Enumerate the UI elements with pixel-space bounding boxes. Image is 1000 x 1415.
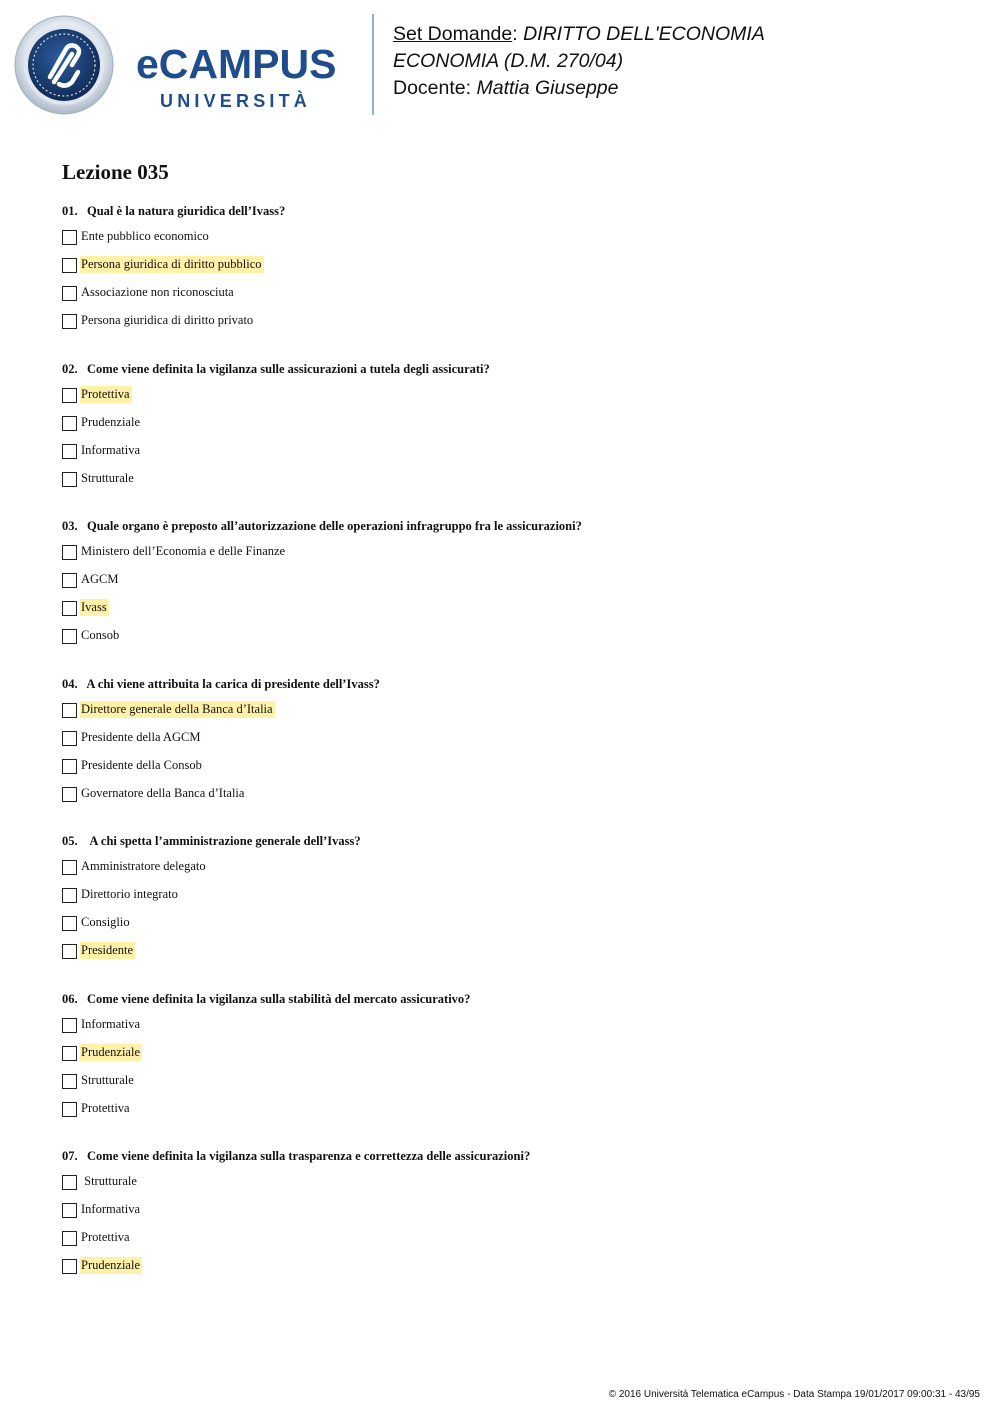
answer-text: Informativa	[81, 442, 141, 457]
answer-text: Ministero dell’Economia e delle Finanze	[81, 544, 286, 558]
question-text: Come viene definita la vigilanza sulla trasparenza e correttezza delle assicurazioni?	[87, 1149, 531, 1163]
question-block	[62, 832, 962, 970]
answer-text: Strutturale	[81, 1072, 134, 1087]
question-text: A chi spetta l’amministrazione generale dell’Ivass?	[87, 834, 361, 848]
answer-text: Protettiva	[81, 1100, 130, 1115]
answer-option[interactable]	[62, 1257, 962, 1285]
document-header	[0, 0, 1000, 130]
answer-text: Informativa	[81, 1016, 141, 1031]
checkbox[interactable]	[62, 601, 77, 616]
answer-option[interactable]	[62, 284, 962, 312]
checkbox[interactable]	[62, 860, 77, 875]
teacher-line	[393, 75, 983, 102]
answer-text: Presidente della AGCM	[81, 729, 201, 744]
answer-option[interactable]	[62, 414, 962, 442]
checkbox[interactable]	[62, 944, 77, 959]
checkbox[interactable]	[62, 416, 77, 431]
question-title	[62, 1147, 962, 1165]
ecampus-logo	[14, 14, 359, 118]
answer-option[interactable]	[62, 1016, 962, 1044]
answer-option[interactable]	[62, 1072, 962, 1100]
answer-text: AGCM	[81, 572, 119, 586]
answer-text: Strutturale	[81, 470, 134, 485]
answer-option[interactable]	[62, 571, 962, 599]
checkbox[interactable]	[62, 703, 77, 718]
question-title	[62, 832, 962, 850]
header-divider	[372, 14, 374, 115]
course-line-1: Set Domande: DIRITTO DELL'ECONOMIA	[393, 23, 765, 45]
answer-text: Consiglio	[81, 915, 130, 929]
answer-text-highlighted: Persona giuridica di diritto pubblico	[81, 257, 262, 271]
question-number: 05.	[62, 834, 78, 848]
answer-option[interactable]	[62, 1229, 962, 1257]
answer-text: Informativa	[81, 1202, 141, 1216]
answer-text: Persona giuridica di diritto privato	[81, 313, 254, 327]
answer-text-highlighted: Prudenziale	[81, 1044, 141, 1059]
answer-text-highlighted: Prudenziale	[81, 1258, 141, 1272]
checkbox[interactable]	[62, 1259, 77, 1274]
answer-option[interactable]	[62, 256, 962, 284]
checkbox[interactable]	[62, 759, 77, 774]
question-number: 02.	[62, 361, 78, 376]
question-text: A chi viene attribuita la carica di presidente dell’Ivass?	[86, 676, 380, 691]
checkbox[interactable]	[62, 1046, 77, 1061]
teacher-label: Docente:	[393, 77, 472, 99]
checkbox[interactable]	[62, 629, 77, 644]
answer-text: Protettiva	[81, 1230, 130, 1244]
checkbox[interactable]	[62, 731, 77, 746]
checkbox[interactable]	[62, 1018, 77, 1033]
answer-option[interactable]	[62, 442, 962, 470]
checkbox[interactable]	[62, 1175, 77, 1190]
question-number: 03.	[62, 519, 78, 533]
question-block	[62, 990, 962, 1128]
answer-option[interactable]	[62, 858, 962, 886]
set-label: Set Domande	[393, 23, 513, 45]
answer-text: Governatore della Banca d’Italia	[81, 785, 245, 800]
question-block	[62, 517, 962, 655]
checkbox[interactable]	[62, 888, 77, 903]
question-number: 01.	[62, 204, 78, 218]
answer-text: Amministratore delegato	[81, 859, 206, 873]
answer-option[interactable]	[62, 1201, 962, 1229]
question-title	[62, 517, 962, 535]
answer-option[interactable]	[62, 599, 962, 627]
answer-text: Consob	[81, 628, 120, 642]
checkbox[interactable]	[62, 787, 77, 802]
answer-text: Prudenziale	[81, 414, 141, 429]
answer-text-highlighted: Presidente	[81, 943, 134, 957]
answer-option[interactable]	[62, 312, 962, 340]
checkbox[interactable]	[62, 1102, 77, 1117]
checkbox[interactable]	[62, 1203, 77, 1218]
question-text: Quale organo è preposto all’autorizzazione delle operazioni infragruppo fra le assicurazioni?	[87, 519, 582, 533]
answer-option[interactable]	[62, 1173, 962, 1201]
question-title	[62, 675, 962, 693]
answer-text-highlighted: Ivass	[81, 600, 107, 614]
question-title	[62, 202, 962, 220]
answer-text: Associazione non riconosciuta	[81, 285, 234, 299]
question-number: 06.	[62, 991, 78, 1006]
answer-text: Presidente della Consob	[81, 757, 202, 772]
checkbox[interactable]	[62, 1074, 77, 1089]
logo-brand-text: eCAMPUS	[136, 41, 337, 87]
answer-option[interactable]	[62, 701, 962, 729]
answer-option[interactable]	[62, 886, 962, 914]
answer-option[interactable]	[62, 543, 962, 571]
checkbox[interactable]	[62, 545, 77, 560]
answer-text-highlighted: Direttore generale della Banca d’Italia	[81, 701, 273, 716]
course-info	[393, 21, 983, 102]
answer-option[interactable]	[62, 914, 962, 942]
checkbox[interactable]	[62, 258, 77, 273]
question-text: Qual è la natura giuridica dell’Ivass?	[87, 204, 286, 218]
answer-option[interactable]	[62, 1100, 962, 1128]
checkbox[interactable]	[62, 230, 77, 245]
checkbox[interactable]	[62, 388, 77, 403]
checkbox[interactable]	[62, 1231, 77, 1246]
question-number: 07.	[62, 1149, 78, 1163]
teacher-name: Mattia Giuseppe	[476, 77, 619, 99]
question-list	[62, 202, 962, 1305]
page-footer: © 2016 Università Telematica eCampus - Data Stampa 19/01/2017 09:00:31 - 43/95	[608, 1389, 980, 1400]
answer-option[interactable]	[62, 627, 962, 655]
checkbox[interactable]	[62, 314, 77, 329]
question-block	[62, 360, 962, 498]
course-name-1: DIRITTO DELL'ECONOMIA	[523, 23, 765, 45]
question-number: 04.	[62, 676, 78, 691]
answer-option[interactable]	[62, 942, 962, 970]
checkbox[interactable]	[62, 444, 77, 459]
answer-text-highlighted: Protettiva	[81, 386, 130, 401]
answer-option[interactable]	[62, 1044, 962, 1072]
answer-text: Direttorio integrato	[81, 887, 178, 901]
question-title	[62, 990, 962, 1008]
checkbox[interactable]	[62, 472, 77, 487]
answer-option[interactable]	[62, 757, 962, 785]
course-name-2: ECONOMIA (D.M. 270/04)	[393, 50, 624, 72]
question-block	[62, 202, 962, 340]
answer-option[interactable]	[62, 785, 962, 813]
checkbox[interactable]	[62, 286, 77, 301]
question-title	[62, 360, 962, 378]
question-text: Come viene definita la vigilanza sulle assicurazioni a tutela degli assicurati?	[87, 361, 490, 376]
answer-text: Ente pubblico economico	[81, 229, 209, 243]
answer-option[interactable]	[62, 729, 962, 757]
checkbox[interactable]	[62, 573, 77, 588]
answer-option[interactable]	[62, 470, 962, 498]
answer-option[interactable]	[62, 386, 962, 414]
question-block	[62, 1147, 962, 1285]
checkbox[interactable]	[62, 916, 77, 931]
question-text: Come viene definita la vigilanza sulla stabilità del mercato assicurativo?	[87, 991, 471, 1006]
answer-text: Strutturale	[81, 1174, 137, 1188]
question-block	[62, 675, 962, 813]
lesson-title: Lezione 035	[62, 160, 169, 184]
logo-sub-text: UNIVERSITÀ	[160, 91, 312, 111]
answer-option[interactable]	[62, 228, 962, 256]
